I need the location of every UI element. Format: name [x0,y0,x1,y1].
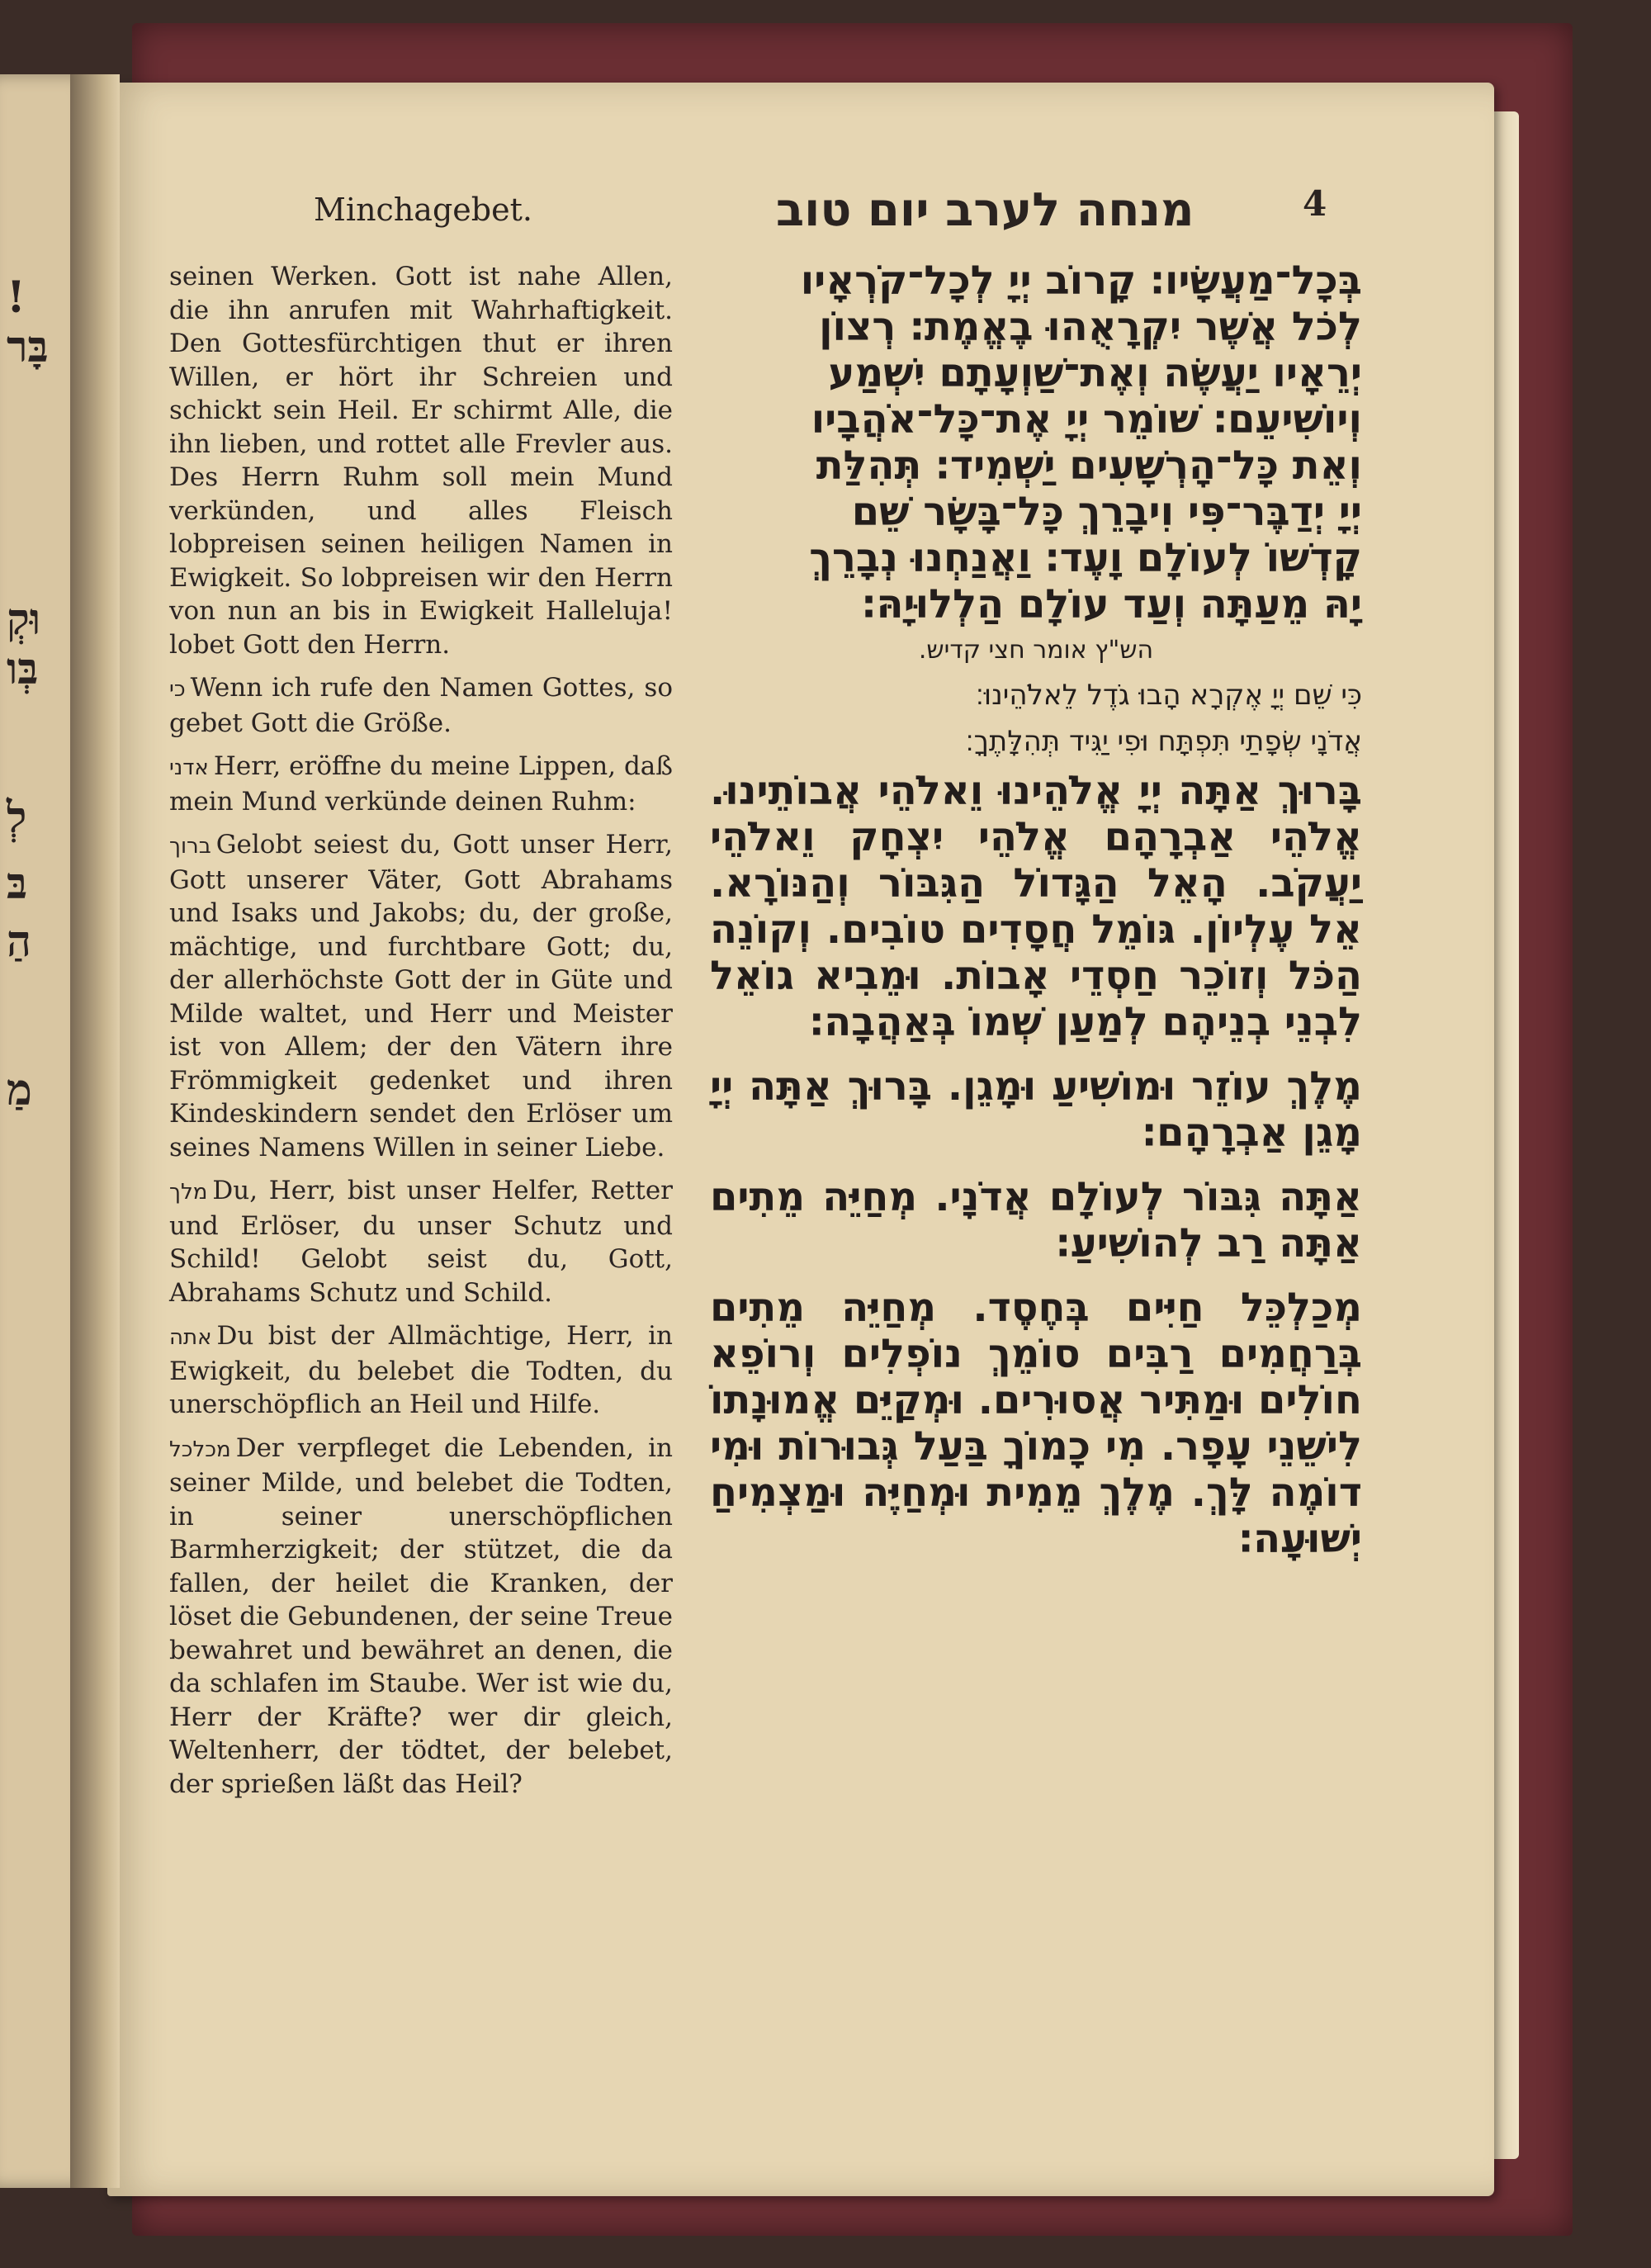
german-paragraph: כי Wenn ich rufe den Namen Gottes, so gebet Gott die Größe. [169,673,673,738]
edge-glyph: בְּו [7,644,39,694]
edge-glyph: מַ [7,1065,32,1115]
running-head-hebrew: מנחה לערב יום טוב [776,183,1194,237]
hebrew-line: יָהּ מֵעַתָּה וְעַד עוֹלָם הַלְלוּיָהּ׃ [861,581,1362,627]
hebrew-cue-word: כי [169,677,186,702]
hebrew-line: קָדְשׁוֹ לְעוֹלָם וָעֶד׃ וַאֲנַחְנוּ נְבָרֵךְ [809,535,1362,581]
hebrew-line: לְכֹל אֲשֶׁר יִקְרָאֻהוּ בֶאֱמֶת׃ רְצוֹן [819,304,1362,350]
german-paragraph: אתה Du bist der Allmächtige, Herr, in Ewigkeit, du belebet die Todten, du unerschöpflich an Heil und Hilfe. [169,1321,673,1419]
hebrew-line: וְיוֹשִׁיעֵם׃ שׁוֹמֵר יְיָ אֶת־כָּל־אֹהֲבָיו [811,396,1362,443]
hebrew-paragraph-melech: מֶלֶךְ עוֹזֵר וּמוֹשִׁיעַ וּמָגֵן. בָּרוּךְ אַתָּה יְיָ מָגֵן אַבְרָהָם׃ [710,1063,1362,1156]
german-paragraph: אדני Herr, eröffne du meine Lippen, daß mein Mund verkünde deinen Ruhm: [169,751,673,817]
hebrew-line: וְאֵת כָּל־הָרְשָׁעִים יַשְׁמִיד׃ תְּהִלַּת [816,443,1362,489]
edge-glyph: וּקְ [7,594,41,645]
hebrew-verse: כִּי שֵׁם יְיָ אֶקְרָא הָבוּ גֹדֶל לֵאלֹהֵינוּ׃ [975,679,1362,712]
hebrew-cue-word: מכלכל [169,1437,231,1462]
german-translation-column [169,260,673,1811]
german-paragraph: ברוך Gelobt seiest du, Gott unser Herr, Gott unserer Väter, Gott Abrahams und Isaks und Jakobs; du, der große, mächtige, und furchtbare Gott; du, der allerhöchste Gott der in Güte und Milde waltet, und Herr und Meister ist von Allem; der den Vätern ihre Frömmigkeit gedenket und ihren Kindeskindern sendet den Erlöser um seines Namens Willen in seiner Liebe. [169,830,673,1162]
hebrew-paragraph-mechalkel: מְכַלְכֵּל חַיִּים בְּחֶסֶד. מְחַיֵּה מֵתִים בְּרַחֲמִים רַבִּים סוֹמֵךְ נוֹפְלִים וְרוֹפֵא חוֹלִים וּמַתִּיר אֲסוּרִים. וּמְקַיֵּם אֱמוּנָתוֹ לִישֵׁנֵי עָפָר. מִי כָמוֹךָ בַּעַל גְּבוּרוֹת וּמִי דוֹמֶה לָּךְ. מֶלֶךְ מֵמִית וּמְחַיֶּה וּמַצְמִיחַ יְשׁוּעָה׃ [710,1285,1362,1562]
hebrew-cue-word: אתה [169,1325,212,1350]
edge-glyph: ! [7,272,26,323]
page-number: 4 [1303,183,1327,224]
hebrew-cue-word: אדני [169,755,209,780]
running-head-german: Minchagebet. [314,192,532,228]
hebrew-line: בְּכָל־מַעֲשָׂיו׃ קָרוֹב יְיָ לְכָל־קֹרְאָיו [800,258,1362,304]
hebrew-line: יְיָ יְדַבֶּר־פִּי וִיבָרֵךְ כָּל־בָּשָׂר שֵׁם [851,489,1362,535]
hebrew-verse: אֲדֹנָי שְׂפָתַי תִּפְתָּח וּפִי יַגִּיד תְּהִלָּתֶךָ׃ [965,725,1362,758]
rubric-instruction: הש"ץ אומר חצי קדיש. [918,636,1154,665]
hebrew-paragraph-avot: בָּרוּךְ אַתָּה יְיָ אֱלֹהֵינוּ וֵאלֹהֵי אֲבוֹתֵינוּ. אֱלֹהֵי אַבְרָהָם אֱלֹהֵי יִצְחָק וֵאלֹהֵי יַעֲקֹב. הָאֵל הַגָּדוֹל הַגִּבּוֹר וְהַנּוֹרָא. אֵל עֶלְיוֹן. גּוֹמֵל חֲסָדִים טוֹבִים. וְקוֹנֵה הַכֹּל וְזוֹכֵר חַסְדֵי אָבוֹת. וּמֵבִיא גוֹאֵל לִבְנֵי בְנֵיהֶם לְמַעַן שְׁמוֹ בְּאַהֲבָה׃ [710,768,1362,1045]
hebrew-paragraph-ata-gibor: אַתָּה גִּבּוֹר לְעוֹלָם אֲדֹנָי. מְחַיֵּה מֵתִים אַתָּה רַב לְהוֹשִׁיעַ׃ [710,1174,1362,1267]
hebrew-cue-word: מלך [169,1180,208,1205]
edge-glyph: לְ [7,793,27,843]
german-paragraph: seinen Werken. Gott ist nahe Allen, die ihn anrufen mit Wahrhaftigkeit. Den Gottesfürchtigen thut er ihren Willen, er hört ihr Schreien und schickt sein Heil. Er schirmt Alle, die ihn lieben, und rottet alle Frevler aus. Des Herrn Ruhm soll mein Mund verkünden, und alles Fleisch lobpreisen seinen heiligen Namen in Ewigkeit. So lobpreisen wir den Herrn von nun an bis in Ewigkeit Halleluja! lobet Gott den Herrn. [169,262,673,660]
book-gutter [70,74,120,2188]
german-paragraph: מכלכל Der verpfleget die Lebenden, in seiner Milde, und belebet die Todten, in seiner unerschöpflichen Barmherzigkeit; der stützet, die da fallen, der heilet die Kranken, der löset die Gebundenen, der seine Treue bewahret und bewähret an denen, die da schlafen im Staube. Wer ist wie du, Herr der Kräfte? wer dir gleich, Weltenherr, der tödtet, der belebet, der sprießen läßt das Heil? [169,1432,673,1799]
hebrew-cue-word: ברוך [169,834,211,859]
edge-glyph: הַ [7,916,31,967]
hebrew-line: יְרֵאָיו יַעֲשֶׂה וְאֶת־שַׁוְעָתָם יִשְׁמַע [828,350,1362,396]
hebrew-prayer-column [710,258,1362,1580]
edge-glyph: בּ [7,859,28,909]
edge-glyph: בָּר [7,322,49,372]
german-paragraph: מלך Du, Herr, bist unser Helfer, Retter und Erlöser, du unser Schutz und Schild! Gelobt seist du, Gott, Abrahams Schutz und Schild. [169,1176,673,1308]
